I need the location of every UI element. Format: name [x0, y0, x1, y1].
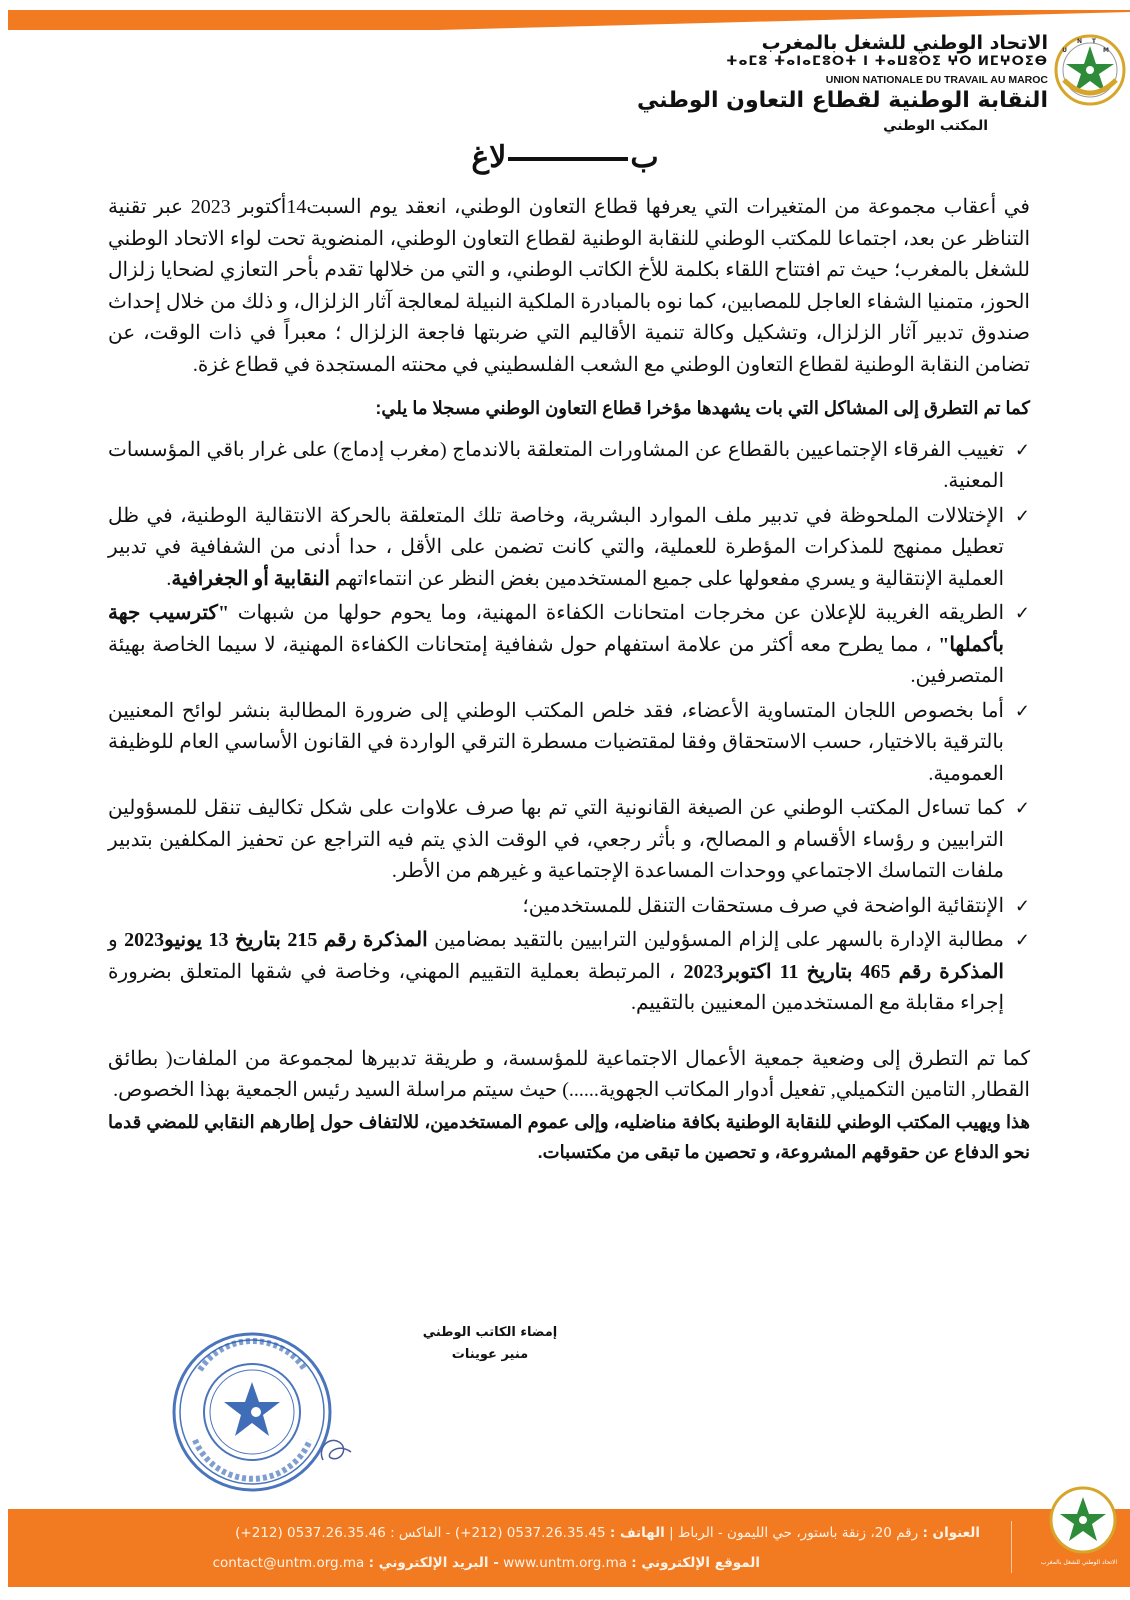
letterhead: [508, 30, 1109, 140]
svg-text:N: N: [1076, 38, 1082, 45]
checkmark-icon: ✓: [1014, 798, 1030, 818]
union-name-tifinagh: ⵜⴰⵎⵓ ⵜⴰⵏⴰⵎⵓⵔⵜ ⵏ ⵜⴰⵡⵓⵔⵉ ⵖⵔ ⵍⵎⵖⵔⵉⴱ: [726, 54, 1048, 69]
list-item: ✓ كما تساءل المكتب الوطني عن الصيغة القانونية التي تم بها صرف علاوات على شكل تكاليف تنقل للمسؤولين الترابيين و رؤساء الأقسام و المصالح، و بأثر رجعي، في الوقت الذي يتم فيه التراجع عن تحفيز المكلفين بتدبير ملفات التماسك الاجتماعي ووحدات المساعدة الإجتماعية و غيرهم من الأطر.: [108, 793, 1030, 888]
svg-text:U: U: [1062, 47, 1067, 54]
footer-address-line: العنوان : رقم 20، زنقة باستور، حي الليمون - الرباط | الهاتف : 0537.26.35.45 (212+) - الفاكس : 0537.26.35.46 (212+): [235, 1525, 980, 1541]
list-item: ✓ مطالبة الإدارة بالسهر على إلزام المسؤولين الترابيين بالتقيد بمضامين المذكرة رقم 215 بتاريخ 13 يونيو2023 و المذكرة رقم 465 بتاريخ 11 اكتوبر2023 ، المرتبطة بعملية التقييم المهني، وخاصة في شقها المتعلق بضرورة إجراء مقابلة مع المستخدمين المعنيين بالتقييم.: [108, 925, 1030, 1020]
checkmark-icon: ✓: [1014, 895, 1030, 916]
footer-divider: [1011, 1521, 1012, 1573]
checkmark-icon: ✓: [1014, 505, 1030, 526]
signature-role: إمضاء الكاتب الوطني: [422, 1325, 558, 1340]
footer-phone: 0537.26.35.45 (212+): [454, 1525, 606, 1541]
list-item: ✓ تغييب الفرقاء الإجتماعيين بالقطاع عن المشاورات المتعلقة بالاندماج (مغرب إدماج) على غرار باقي المؤسسات المعنية.: [108, 435, 1030, 498]
issues-list: [108, 435, 1030, 1020]
footer-band: [8, 1509, 1130, 1587]
title-end: لاغ: [471, 141, 507, 174]
footer-logo-caption: الاتحاد الوطني للشغل بالمغرب: [1040, 1559, 1118, 1566]
svg-text:T: T: [1091, 38, 1096, 45]
list-item: ✓ الطريقه الغريبة للإعلان عن مخرجات امتحانات الكفاءة المهنية، وما يحوم حولها من شبهات "كترسيب جهة بأكملها" ، مما يطرح معه أكثر من علامة استفهام حول شفافية إمتحانات الكفاءة المهنية، لا سيما الخاصة بهيئة المتصرفين.: [108, 598, 1030, 693]
checkmark-icon: ✓: [1014, 700, 1030, 721]
title-start: ب: [630, 141, 659, 174]
footer-email-link[interactable]: contact@untm.org.ma: [212, 1555, 365, 1571]
signature-name: منير عوينات: [451, 1347, 529, 1362]
top-decorative-band: [8, 10, 1130, 30]
intro-paragraph: في أعقاب مجموعة من المتغيرات التي يعرفها قطاع التعاون الوطني، انعقد يوم السبت14أكتوبر 2023 عبر تقنية التناظر عن بعد، اجتماعا للمكتب الوطني للنقابة الوطنية لقطاع التعاون الوطني، المنضوية تحت لواء الاتحاد الوطني للشغل بالمغرب؛ حيث تم افتتاح اللقاء بكلمة للأخ الكاتب الوطني، و التي من خلالها تقدم بأحر التعازي لضحايا زلزال الحوز، متمنيا الشفاء العاجل للمصابين، كما نوه بالمبادرة الملكية النبيلة لمعالجة آثار الزلزال، و ذلك من خلال إحداث صندوق تدبير آثار الزلزال، وتشكيل وكالة تنمية الأقاليم التي ضربتها فاجعة الزلزال ؛ معبراً في ذات الوقت، عن تضامن النقابة الوطنية لقطاع التعاون الوطني مع الشعب الفلسطيني في محنته المستجدة في قطاع غزة.: [108, 196, 1030, 376]
footer-fax: 0537.26.35.46 (212+): [235, 1525, 386, 1541]
checkmark-icon: ✓: [1014, 603, 1030, 623]
syndicate-name: النقابة الوطنية لقطاع التعاون الوطني: [636, 88, 1048, 113]
union-name-arabic: الاتحاد الوطني للشغل بالمغرب: [761, 32, 1048, 54]
footer-logo-icon: [1048, 1485, 1118, 1555]
association-paragraph: كما تم التطرق إلى وضعية جمعية الأعمال الاجتماعية للمؤسسة، و طريقة تدبيرها لمجموعة من الملفات( بطائق القطار, التامين التكميلي, تفعيل أدوار المكاتب الجهوية......) حيث سيتم مراسلة السيد رئيس الجمعية بهذا الخصوص.: [108, 1047, 1030, 1101]
document-body: [108, 192, 1030, 1167]
list-item: ✓ الإختلالات الملحوظة في تدبير ملف الموارد البشرية، وخاصة تلك المتعلقة بالحركة الانتقالية الوطنية، في ظل تعطيل ممنهج للمذكرات المؤطرة للعملية، والتي كانت تضمن على الأقل ، حدا أدنى من الشفافية في تدبير العملية الإنتقالية و يسري مفعولها على جميع المستخدمين بغض النظر عن انتماءاتهم النقابية أو الجغرافية.: [108, 501, 1030, 596]
checkmark-icon: ✓: [1014, 439, 1030, 460]
signature-block: [400, 1322, 580, 1366]
list-item: ✓ أما بخصوص اللجان المتساوية الأعضاء، فقد خلص المكتب الوطني إلى ضرورة المطالبة بنشر لوائح المعنيين بالترقية بالاختيار، حسب الاستحقاق وفقا لمقتضيات مسطرة الترقي الواردة في القانون الأساسي العام للوظيفة العمومية.: [108, 696, 1030, 791]
list-item: ✓ الإنتقائية الواضحة في صرف مستحقات التنقل للمستخدمين؛: [108, 891, 1030, 923]
bureau-name: المكتب الوطني: [883, 118, 988, 134]
checkmark-icon: ✓: [1014, 930, 1030, 950]
footer-contact-line: الموقع الإلكتروني : www.untm.org.ma - البريد الإلكتروني : contact@untm.org.ma: [212, 1555, 760, 1571]
closing-paragraph: هذا ويهيب المكتب الوطني للنقابة الوطنية بكافة مناضليه، وإلى عموم المستخدمين، للالتفاف حول إطارهم النقابي للمضي قدما نحو الدفاع عن حقوقهم المشروعة، و تحصين ما تبقى من مكتسبات.: [108, 1111, 1030, 1162]
untm-logo-icon: [1054, 34, 1126, 106]
section-heading: كما تم التطرق إلى المشاكل التي بات يشهدها مؤخرا قطاع التعاون الوطني مسجلا ما يلي:: [375, 398, 1030, 418]
title-tatweel: [508, 157, 628, 161]
svg-text:M: M: [1103, 47, 1109, 54]
footer-website-link[interactable]: www.untm.org.ma: [503, 1555, 627, 1571]
official-stamp-icon: [170, 1330, 335, 1495]
union-name-french: UNION NATIONALE DU TRAVAIL AU MAROC: [825, 74, 1048, 86]
signature-scribble-icon: [315, 1430, 360, 1470]
document-title: [0, 140, 1130, 175]
